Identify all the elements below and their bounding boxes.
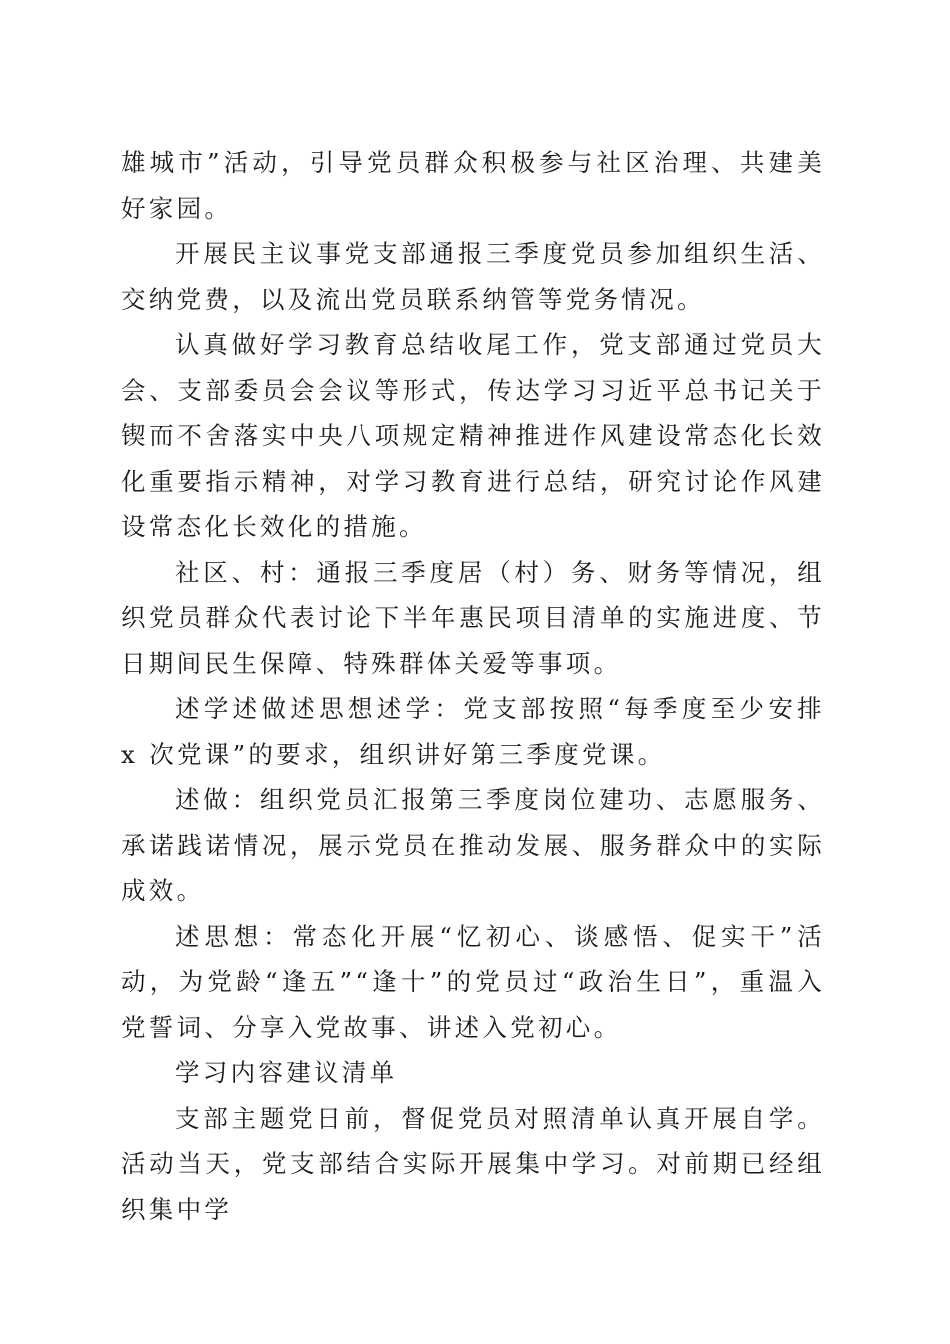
- paragraph-study-summary: 认真做好学习教育总结收尾工作，党支部通过党员大会、支部委员会会议等形式，传达学习习近平总书记关于锲而不舍落实中央八项规定精神推进作风建设常态化长效化重要指示精神，对学习教育进行总结，研究讨论作风建设常态化长效化的措施。: [121, 330, 825, 541]
- paragraph-study-guidance: 支部主题党日前，督促党员对照清单认真开展自学。活动当天，党支部结合实际开展集中学习。对前期已经组织集中学: [121, 1103, 825, 1224]
- paragraph-report-thought: 述思想：常态化开展“忆初心、谈感悟、促实干”活动，为党龄“逢五”“逢十”的党员过“政治生日”，重温入党誓词、分享入党故事、讲述入党初心。: [121, 921, 825, 1042]
- paragraph-community-village: 社区、村：通报三季度居（村）务、财务等情况，组织党员群众代表讨论下半年惠民项目清单的实施进度、节日期间民生保障、特殊群体关爱等事项。: [121, 557, 825, 678]
- paragraph-report-study: 述学述做述思想述学：党支部按照“每季度至少安排 x 次党课”的要求，组织讲好第三季度党课。: [121, 694, 825, 769]
- document-body: [121, 140, 825, 1232]
- paragraph-continuation: 雄城市”活动，引导党员群众积极参与社区治理、共建美好家园。: [121, 148, 825, 223]
- paragraph-report-work: 述做：组织党员汇报第三季度岗位建功、志愿服务、承诺践诺情况，展示党员在推动发展、服务群众中的实际成效。: [121, 785, 825, 905]
- paragraph-democratic-discussion: 开展民主议事党支部通报三季度党员参加组织生活、交纳党费，以及流出党员联系纳管等党务情况。: [121, 239, 825, 314]
- section-heading-study-list: 学习内容建议清单: [175, 1058, 398, 1087]
